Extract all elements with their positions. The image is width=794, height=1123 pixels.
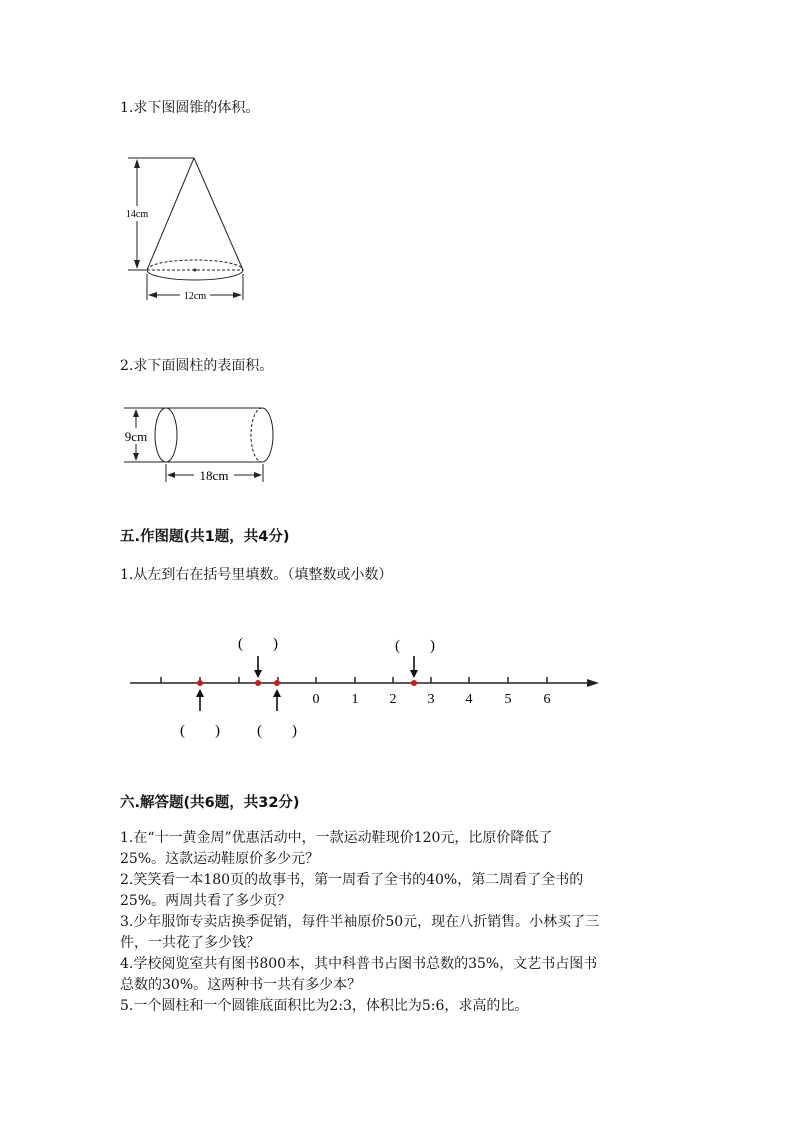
section-6-questions	[120, 828, 665, 1017]
point-d	[411, 680, 417, 686]
tick-label-3: 3	[427, 692, 435, 707]
section-6-line: 5.一个圆柱和一个圆锥底面积比为2:3，体积比为5:6，求高的比。	[120, 998, 529, 1014]
tick-label-6: 6	[543, 692, 551, 707]
question-1-text: 1.求下图圆锥的体积。	[120, 100, 260, 116]
section-6-line: 4.学校阅览室共有图书800本，其中科普书占图书总数的35%，文艺书占图书	[120, 956, 598, 972]
tick-label-4: 4	[465, 692, 473, 707]
section-6-line: 25%。这款运动鞋原价多少元？	[120, 851, 320, 867]
number-line	[125, 628, 605, 743]
cone-diameter-label: 12cm	[183, 291, 207, 302]
answer-bracket-c: ( )	[257, 723, 297, 739]
point-c	[274, 680, 280, 686]
cone-height-label: 14cm	[125, 209, 149, 220]
point-a	[197, 680, 203, 686]
cylinder-height-label: 9cm	[124, 429, 148, 444]
tick-label-0: 0	[312, 692, 320, 707]
section-5-question-1: 1.从左到右在括号里填数。（填整数或小数）	[120, 567, 393, 583]
section-6-line: 3.少年服饰专卖店换季促销，每件半袖原价50元，现在八折销售。小林买了三	[120, 914, 600, 930]
section-6-title: 六.解答题(共6题，共32分)	[120, 795, 300, 811]
tick-label-2: 2	[389, 692, 397, 707]
question-2-text: 2.求下面圆柱的表面积。	[120, 358, 274, 374]
point-b	[255, 680, 261, 686]
tick-label-1: 1	[351, 692, 359, 707]
answer-bracket-a: ( )	[180, 723, 220, 739]
section-6-line: 2.笑笑看一本180页的故事书，第一周看了全书的40%，第二周看了全书的	[120, 872, 584, 888]
section-6-line: 25%。两周共看了多少页？	[120, 893, 292, 909]
cone-diagram	[120, 148, 260, 308]
tick-label-5: 5	[504, 692, 512, 707]
section-6-line: 总数的30%。这两种书一共有多少本？	[120, 977, 362, 993]
answer-bracket-b: ( )	[238, 636, 278, 652]
section-5-title: 五.作图题(共1题，共4分)	[120, 529, 290, 545]
section-6-line: 1.在“十一黄金周”优惠活动中，一款运动鞋现价120元，比原价降低了	[120, 830, 553, 846]
answer-bracket-d: ( )	[395, 638, 435, 654]
cylinder-length-label: 18cm	[199, 468, 229, 483]
section-6-line: 件，一共花了多少钱？	[120, 935, 260, 951]
cylinder-diagram	[116, 400, 286, 492]
